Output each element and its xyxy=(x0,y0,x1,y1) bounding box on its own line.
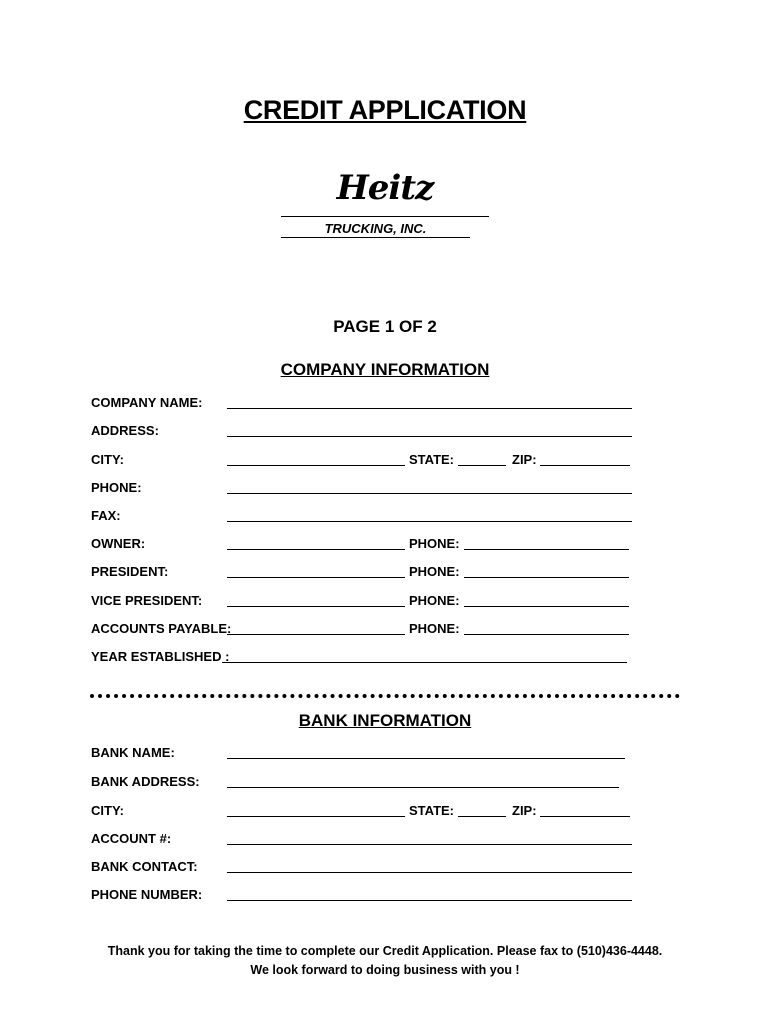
footer-closing: We look forward to doing business with you ! xyxy=(250,963,520,977)
bank-city-field[interactable] xyxy=(227,816,405,817)
company-information-heading: COMPANY INFORMATION xyxy=(280,360,490,379)
accounts-payable-phone-field[interactable] xyxy=(464,634,629,635)
vice-president-field[interactable] xyxy=(227,606,405,607)
zip-field[interactable] xyxy=(540,465,630,466)
logo-rule-top xyxy=(281,216,489,217)
page-indicator: PAGE 1 OF 2 xyxy=(333,317,437,336)
president-phone-field[interactable] xyxy=(464,577,629,578)
bank-information-heading: BANK INFORMATION xyxy=(298,711,472,730)
fax-label: FAX: xyxy=(91,508,121,523)
bank-name-label: BANK NAME: xyxy=(91,745,175,760)
address-label: ADDRESS: xyxy=(91,423,159,438)
vice-president-phone-label: PHONE: xyxy=(409,593,460,608)
owner-label: OWNER: xyxy=(91,536,146,551)
state-label: STATE: xyxy=(409,452,455,467)
logo-rule-bottom xyxy=(281,237,470,238)
bank-name-field[interactable] xyxy=(227,758,625,759)
account-number-field[interactable] xyxy=(227,844,632,845)
state-field[interactable] xyxy=(458,465,506,466)
bank-contact-label: BANK CONTACT: xyxy=(91,859,198,874)
address-field[interactable] xyxy=(227,436,632,437)
zip-label: ZIP: xyxy=(512,452,537,467)
owner-phone-field[interactable] xyxy=(464,549,629,550)
bank-address-field[interactable] xyxy=(227,787,619,788)
company-name-label: COMPANY NAME: xyxy=(91,395,203,410)
accounts-payable-phone-label: PHONE: xyxy=(409,621,460,636)
city-label: CITY: xyxy=(91,452,124,467)
company-logo-script: Heitz xyxy=(336,168,434,208)
year-established-label: YEAR ESTABLISHED : xyxy=(91,649,230,664)
president-field[interactable] xyxy=(227,577,405,578)
bank-address-label: BANK ADDRESS: xyxy=(91,774,200,789)
company-logo-subtitle: TRUCKING, INC. xyxy=(324,221,427,236)
bank-contact-field[interactable] xyxy=(227,872,632,873)
president-phone-label: PHONE: xyxy=(409,564,460,579)
bank-zip-label: ZIP: xyxy=(512,803,537,818)
city-field[interactable] xyxy=(227,465,405,466)
bank-city-label: CITY: xyxy=(91,803,124,818)
bank-state-field[interactable] xyxy=(458,816,506,817)
page-title: CREDIT APPLICATION xyxy=(243,95,527,125)
owner-phone-label: PHONE: xyxy=(409,536,460,551)
accounts-payable-label: ACCOUNTS PAYABLE: xyxy=(91,621,232,636)
bank-state-label: STATE: xyxy=(409,803,455,818)
company-name-field[interactable] xyxy=(227,408,632,409)
bank-zip-field[interactable] xyxy=(540,816,630,817)
section-divider xyxy=(90,694,680,698)
phone-field[interactable] xyxy=(227,493,632,494)
phone-label: PHONE: xyxy=(91,480,142,495)
fax-field[interactable] xyxy=(227,521,632,522)
vice-president-phone-field[interactable] xyxy=(464,606,629,607)
phone-number-field[interactable] xyxy=(227,900,632,901)
year-established-field[interactable] xyxy=(222,662,627,663)
president-label: PRESIDENT: xyxy=(91,564,169,579)
footer-thank-you: Thank you for taking the time to complete our Credit Application. Please fax to (510)436-4448. xyxy=(107,944,663,958)
vice-president-label: VICE PRESIDENT: xyxy=(91,593,203,608)
accounts-payable-field[interactable] xyxy=(227,634,405,635)
owner-field[interactable] xyxy=(227,549,405,550)
account-number-label: ACCOUNT #: xyxy=(91,831,172,846)
phone-number-label: PHONE NUMBER: xyxy=(91,887,203,902)
